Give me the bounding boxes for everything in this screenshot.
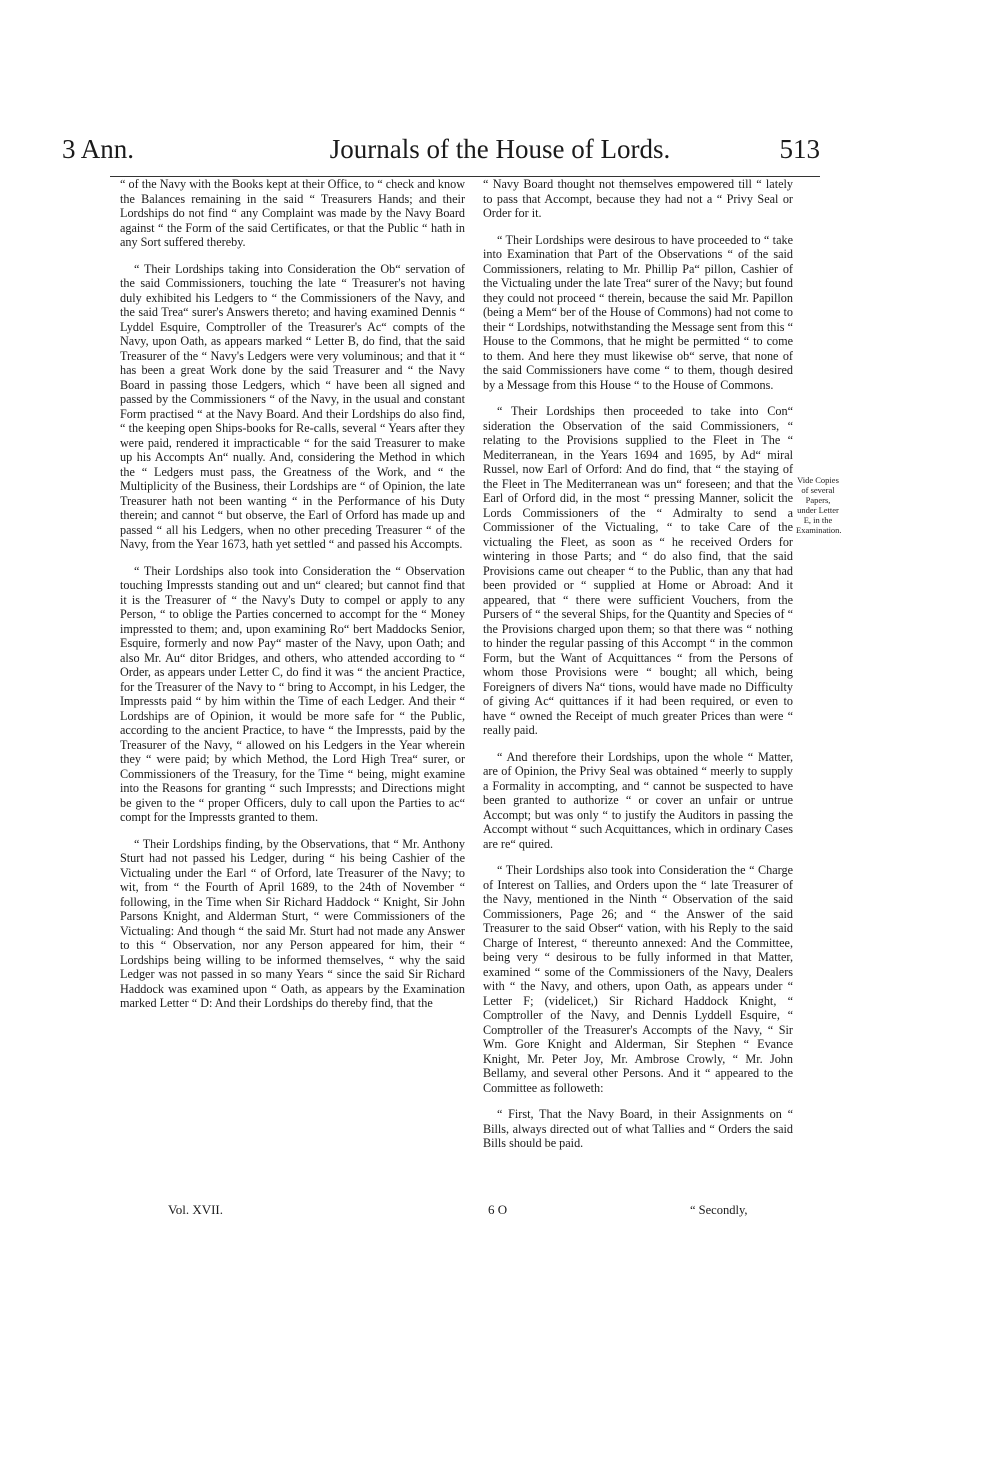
signature-mark: 6 O <box>488 1202 508 1217</box>
paragraph: “ of the Navy with the Books kept at their Office, to “ check and know the Balances remaining in the said “ Treasurers Hands; and their Lordships do not find “ any Complaint was made by the Navy Board against “ the Form of the said Certificates, or that the Public “ hath in any Sort suffered thereby. <box>120 177 465 249</box>
paragraph: “ Navy Board thought not themselves empowered till “ lately to pass that Accompt, because they had not a “ Privy Seal or Order for it. <box>483 177 793 220</box>
paragraph: “ Their Lordships then proceeded to take into Con“ sideration the Observation of the said Commissioners, “ relating to the Provisions supplied to the Fleet in The “ Mediterranean, in the Years 1694 and 1695, by Ad“ miral Russel, now Earl of Orford: And do find, that “ the staying of the Fleet in The Mediterranean was un“ foreseen; and that the Earl of Orford did, in the most “ pressing Manner, solicit the Lords Commissioners of the “ Admiralty to send a Commissioner of the Victualing, “ to take Care of the victualing the Fleet, as soon as “ he received Orders for wintering in those Parts; and “ do also find, that the said Provisions came out cheaper “ to the Public, than any that had been provided or “ supplied at Home or Abroad: And it appeared, that “ there were sufficient Vouchers, from the Pursers of “ the several Ships, for the Quantity and Species of “ the Provisions charged upon them; so that there was “ nothing to hinder the regular passing of this Accompt “ in the common Form, but the Want of Acquittances “ from the Persons of whom those Provisions were “ bought; all which, being Foreigners of divers Na“ tions, would have made no Difficulty of giving Ac“ quittances if it had been required, or even to have “ owned the Receipt of much greater Prices than were “ really paid. <box>483 404 793 737</box>
catchword: “ Secondly, <box>690 1203 748 1217</box>
right-column <box>483 177 793 1163</box>
paragraph: “ And therefore their Lordships, upon the whole “ Matter, are of Opinion, the Privy Seal was obtained “ meerly to supply a Formality in accompting, and “ cannot be suspected to have been granted to authorize “ or cover an unfair or untrue Accompt; but was only “ to justify the Auditors in passing the Accompt without “ such Acquittances, which in ordinary Cases are re“ quired. <box>483 749 793 851</box>
paragraph: “ Their Lordships finding, by the Observations, that “ Mr. Anthony Sturt had not passed his Ledger, during “ his being Cashier of the Victualing under the Earl “ of Orford, late Treasurer of the Navy; to wit, from “ the Fourth of April 1689, to the 24th of November “ following, in the Time when Sir Richard Haddock “ Knight, Sir John Parsons Knight, and Alderman Sturt, “ were Commissioners of the Victualing: And though “ the said Mr. Sturt had not made any Answer to this “ Observation, nor any Person appeared for him, their “ Lordships being willing to be informed themselves, “ why the said Ledger was not passed in so many Years “ since the said Sir Richard Haddock was examined upon “ Oath, as appears by the Examination marked Letter “ D: And their Lordships do thereby find, that the <box>120 836 465 1010</box>
left-column <box>120 177 465 1023</box>
running-header <box>0 134 992 182</box>
paragraph: “ Their Lordships were desirous to have proceeded to “ take into Examination that Part of the Observations “ of the said Commissioners, relating to Mr. Phillip Pa“ pillon, Cashier of the Victualing under the late Trea“ surer of the Navy; but found they could not proceed “ therein, because the said Mr. Papillon (being a Mem“ ber of the House of Commons) had not come to their “ Lordships, notwithstanding the Message sent from this “ House to the Commons, that he might be permitted “ to come to them. And here they must likewise ob“ serve, that none of the said Commissioners have come “ to them, though desired by a Message from this House “ to the House of Commons. <box>483 232 793 392</box>
paragraph: “ Their Lordships taking into Consideration the Ob“ servation of the said Commissioners, touching the late “ Treasurer's not having duly exhibited his Ledgers to “ the Commissioners of the Navy, and the said Trea“ surer's Answers thereto; and having examined Dennis “ Lyddel Esquire, Comptroller of the Treasurer's Ac“ compts of the Navy, upon Oath, as appears marked “ Letter B, do find, that the said Treasurer of the “ Navy's Ledgers were very voluminous; and that it “ has been a great Work done by the said Treasurer and “ the Navy Board in passing those Ledgers, which “ have been all signed and passed by the Commissioners “ of the Navy, in the usual and constant Form practised “ at the Navy Board. And their Lordships do also find, “ the keeping open Ships-books for Re-calls, several “ Years after they were paid, rendered it impracticable “ for the said Treasurer to make up his Accompts An“ nually. And, considering the Method in which the “ Ledgers must pass, the Greatness of the Work, and “ the Multiplicity of the Business, their Lordships are “ of Opinion, the late Treasurer hath not been wanting “ in the Performance of his Duty therein; and cannot “ but observe, the Earl of Orford has made up and passed “ all his Ledgers, when no other preceding Treasurer “ of the Navy, from the Year 1673, hath yet settled “ and passed his Accompts. <box>120 261 465 551</box>
marginal-note: Vide Copies of several Papers, under Letter E, in the Examination. <box>796 475 842 535</box>
paragraph: “ Their Lordships also took into Consideration the “ Observation touching Impressts standing out and un“ cleared; but cannot find that it is the Treasurer of “ the Navy's Duty to compel or apply to any Person, “ to oblige the Parties concerned to accompt for the “ Money impressted to them; and, upon examining Ro“ bert Maddocks Senior, Esquire, formerly and now Pay“ master of the Navy, upon Oath; and also Mr. Au“ ditor Bridges, and others, who attended according to “ Order, as appears under Letter C, do find it was “ the ancient Practice, for the Treasurer of the Navy to “ bring to Accompt, in his Ledger, the Impressts paid “ by him within the Time of each Ledger. And their “ Lordships are of Opinion, it would be more safe for “ the Public, according to the ancient Practice, to have “ the Impressts, paid by the Treasurer of the Navy, “ allowed on his Ledgers in the Year wherein they “ were paid; by which Method, the Lord High Trea“ surer, or Commissioners of the Treasury, for the Time “ being, might examine into the Reasons for granting “ such Impressts; and Directions might be given to the “ proper Officers, duly to call upon the Parties to ac“ compt for the Impressts granted to them. <box>120 563 465 824</box>
journal-title: Journals of the House of Lords. <box>329 134 671 164</box>
paragraph: “ First, That the Navy Board, in their Assignments on “ Bills, always directed out of what Tallies and “ Orders the said Bills should be paid. <box>483 1107 793 1150</box>
paragraph: “ Their Lordships also took into Consideration the “ Charge of Interest on Tallies, and Orders upon the “ late Treasurer of the Navy, mentioned in the Ninth “ Observation of the said Commissioners, Page 26; and “ the Answer of the said Treasurer to the said Obser“ vation, with his Reply to the said Charge of Interest, “ thereunto annexed: And the Committee, being very “ desirous to be fully informed in that Matter, examined “ some of the Commissioners of the Navy, Dealers with “ the Navy, and others, upon Oath, as appears under “ Letter F; (videlicet,) Sir Richard Haddock Knight, “ Comptroller of the Navy, and Dennis Lyddell Esquire, “ Comptroller of the Treasurer's Accompts of the Navy, “ Sir Wm. Gore Knight and Alderman, Sir Stephen “ Evance Knight, Mr. Peter Joy, Mr. Ambrose Crowly, “ Mr. John Bellamy, and several other Persons. And it “ appeared to the Committee as followeth: <box>483 863 793 1095</box>
page-number: 513 <box>779 134 820 164</box>
regnal-year: 3 Ann. <box>62 134 135 164</box>
volume-number: Vol. XVII. <box>168 1202 224 1217</box>
